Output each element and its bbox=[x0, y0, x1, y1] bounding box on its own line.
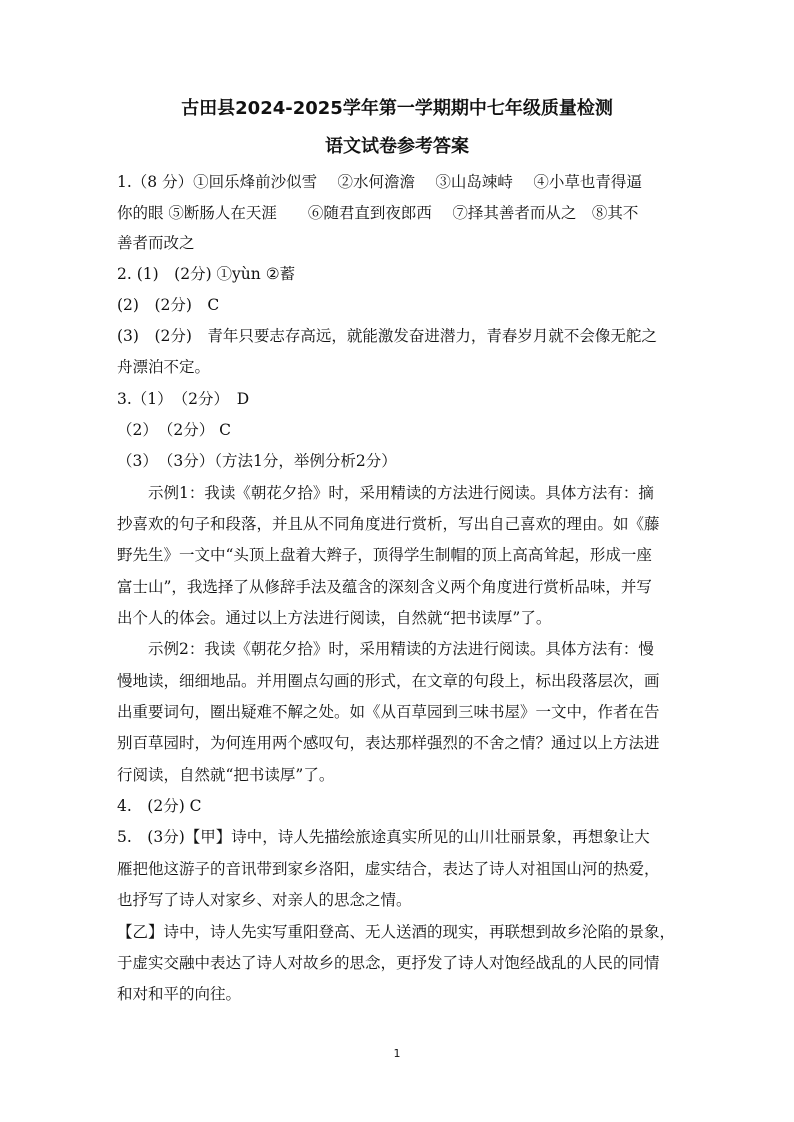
q5-jia-line-2: 雁把他这游子的音讯带到家乡洛阳，虚实结合，表达了诗人对祖国山河的热爱， bbox=[117, 860, 660, 878]
example2-line-5: 行阅读，自然就“把书读厚”了。 bbox=[117, 766, 335, 784]
q2-part2: (2) (2分) C bbox=[117, 296, 220, 314]
exam-subtitle: 语文试卷参考答案 bbox=[325, 136, 469, 157]
example1-line-4: 富士山”，我选择了从修辞手法及蕴含的深刻含义两个角度进行赏析品味，并写 bbox=[117, 578, 652, 596]
example2-line-3: 出重要词句，圈出疑难不解之处。如《从百草园到三味书屋》一文中，作者在告 bbox=[117, 703, 660, 721]
q3-part3: （3） （3分）（方法1分，举例分析2分） bbox=[117, 452, 397, 470]
q4-answer: 4. (2分) C bbox=[117, 797, 202, 815]
example1-line-5: 出个人的体会。通过以上方法进行阅读，自然就“把书读厚”了。 bbox=[117, 609, 552, 627]
q3-part2: （2） （2分） C bbox=[117, 421, 232, 439]
example1-line-3: 野先生》一文中“头顶上盘着大辫子，顶得学生制帽的顶上高高耸起，形成一座 bbox=[117, 546, 652, 564]
example2-line-2: 慢地读，细细地品。并用圈点勾画的形式，在文章的句段上，标出段落层次，画 bbox=[117, 672, 660, 690]
exam-title: 古田县2024-2025学年第一学期期中七年级质量检测 bbox=[181, 98, 613, 119]
example1-line-2: 抄喜欢的句子和段落，并且从不同角度进行赏析，写出自己喜欢的理由。如《藤 bbox=[117, 515, 660, 533]
q2-part1: 2. (1) (2分) ①yùn ②蓄 bbox=[117, 265, 296, 283]
example1-line-1: 示例1：我读《朝花夕拾》时，采用精读的方法进行阅读。具体方法有：摘 bbox=[117, 484, 654, 502]
q1-line-2: 你的眼 ⑤断肠人在天涯 ⑥随君直到夜郎西 ⑦择其善者而从之 ⑧其不 bbox=[117, 204, 639, 222]
q5-jia-line-1: 5. (3分)【甲】诗中，诗人先描绘旅途真实所见的山川壮丽景象，再想象让大 bbox=[117, 828, 650, 846]
q1-line-3: 善者而改之 bbox=[117, 234, 195, 252]
q5-jia-line-3: 也抒写了诗人对家乡、对亲人的思念之情。 bbox=[117, 891, 412, 909]
q5-yi-line-3: 和对和平的向往。 bbox=[117, 985, 242, 1003]
q1-line-1: 1.（8 分）①回乐烽前沙似雪 ②水何澹澹 ③山岛竦峙 ④小草也青得逼 bbox=[117, 173, 642, 191]
example2-line-1: 示例2：我读《朝花夕拾》时，采用精读的方法进行阅读。具体方法有：慢 bbox=[117, 640, 654, 658]
q5-yi-line-2: 于虚实交融中表达了诗人对故乡的思念，更抒发了诗人对饱经战乱的人民的同情 bbox=[117, 954, 660, 972]
q2-part3-line-2: 舟漂泊不定。 bbox=[117, 358, 211, 376]
q3-part1: 3.（1） （2分） D bbox=[117, 390, 250, 408]
q5-yi-line-1: 【乙】诗中，诗人先实写重阳登高、无人送酒的现实，再联想到故乡沦陷的景象， bbox=[117, 923, 676, 941]
example2-line-4: 别百草园时，为何连用两个感叹句，表达那样强烈的不舍之情？通过以上方法进 bbox=[117, 734, 660, 752]
page-number: 1 bbox=[393, 1047, 401, 1060]
q2-part3-line-1: (3) (2分) 青年只要志存高远，就能激发奋进潜力，青春岁月就不会像无舵之 bbox=[117, 327, 657, 345]
